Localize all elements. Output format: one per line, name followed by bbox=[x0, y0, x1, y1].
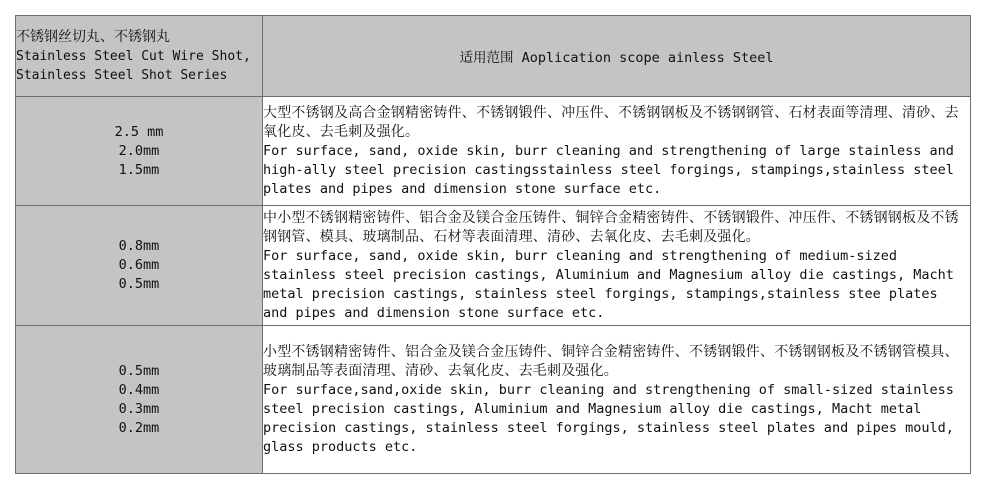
size-value: 0.3mm bbox=[118, 400, 160, 417]
size-value: 0.5mm bbox=[118, 276, 160, 292]
header-row bbox=[16, 16, 971, 97]
size-value: 0.5mm bbox=[118, 362, 160, 379]
size-value: 2.5 mm bbox=[114, 123, 164, 140]
size-value: 2.0mm bbox=[118, 142, 160, 159]
table-row bbox=[16, 97, 971, 206]
table-row bbox=[16, 206, 971, 326]
table-row bbox=[16, 326, 971, 474]
series-title-en-line1: Stainless Steel Cut Wire Shot, bbox=[16, 48, 251, 64]
size-cell bbox=[16, 206, 263, 326]
size-value: 0.2mm bbox=[118, 419, 160, 436]
size-value: 1.5mm bbox=[118, 161, 160, 178]
application-text-en: For surface, sand, oxide skin, burr cleaning and strengthening of medium-sized stainless steel precision castings, Aluminium and Magnesium alloy die castings, Macht metal precision castings, stainless steel forgings, stampings,stainless stee plates and pipes and dimension stone surface etc. bbox=[263, 247, 954, 321]
size-cell bbox=[16, 97, 263, 206]
series-title-cn: 不锈钢丝切丸、不锈钢丸 bbox=[16, 28, 170, 45]
series-header-cell bbox=[16, 16, 263, 97]
spec-table bbox=[15, 15, 971, 474]
application-text-en: For surface, sand, oxide skin, burr cleaning and strengthening of large stainless and high-ally steel precision castingsstainless steel forgings, stampings,stainless steel plates and pipes and dimension stone surface etc. bbox=[263, 142, 954, 197]
scope-header-cell: 适用范围 Aoplication scope ainless Steel bbox=[263, 16, 971, 97]
application-text-cn: 大型不锈钢及高合金钢精密铸件、不锈钢锻件、冲压件、不锈钢钢板及不锈钢钢管、石材表面等清理、清砂、去氧化皮、去毛刺及强化。 bbox=[263, 104, 959, 140]
application-cell bbox=[263, 206, 971, 326]
application-cell bbox=[263, 326, 971, 474]
application-text-en: For surface,sand,oxide skin, burr cleaning and strengthening of small-sized stainless steel precision castings, Aluminium and Magnesium alloy die castings, Macht metal precision castings, stainless steel forgings, stainless steel plates and pipes mould, glass products etc. bbox=[263, 381, 954, 455]
size-cell bbox=[16, 326, 263, 474]
application-cell bbox=[263, 97, 971, 206]
size-value: 0.6mm bbox=[118, 257, 160, 273]
application-text-cn: 中小型不锈钢精密铸件、铝合金及镁合金压铸件、铜锌合金精密铸件、不锈钢锻件、冲压件、不锈钢钢板及不锈钢钢管、模具、玻璃制品、石材等表面清理、清砂、去氧化皮、去毛刺及强化。 bbox=[263, 209, 959, 245]
size-value: 0.8mm bbox=[118, 238, 160, 254]
series-title-en-line2: Stainless Steel Shot Series bbox=[16, 67, 228, 83]
size-value: 0.4mm bbox=[118, 381, 160, 398]
application-text-cn: 小型不锈钢精密铸件、铝合金及镁合金压铸件、铜锌合金精密铸件、不锈钢锻件、不锈钢钢板及不锈钢管模具、玻璃制品等表面清理、清砂、去氧化皮、去毛刺及强化。 bbox=[263, 343, 959, 379]
